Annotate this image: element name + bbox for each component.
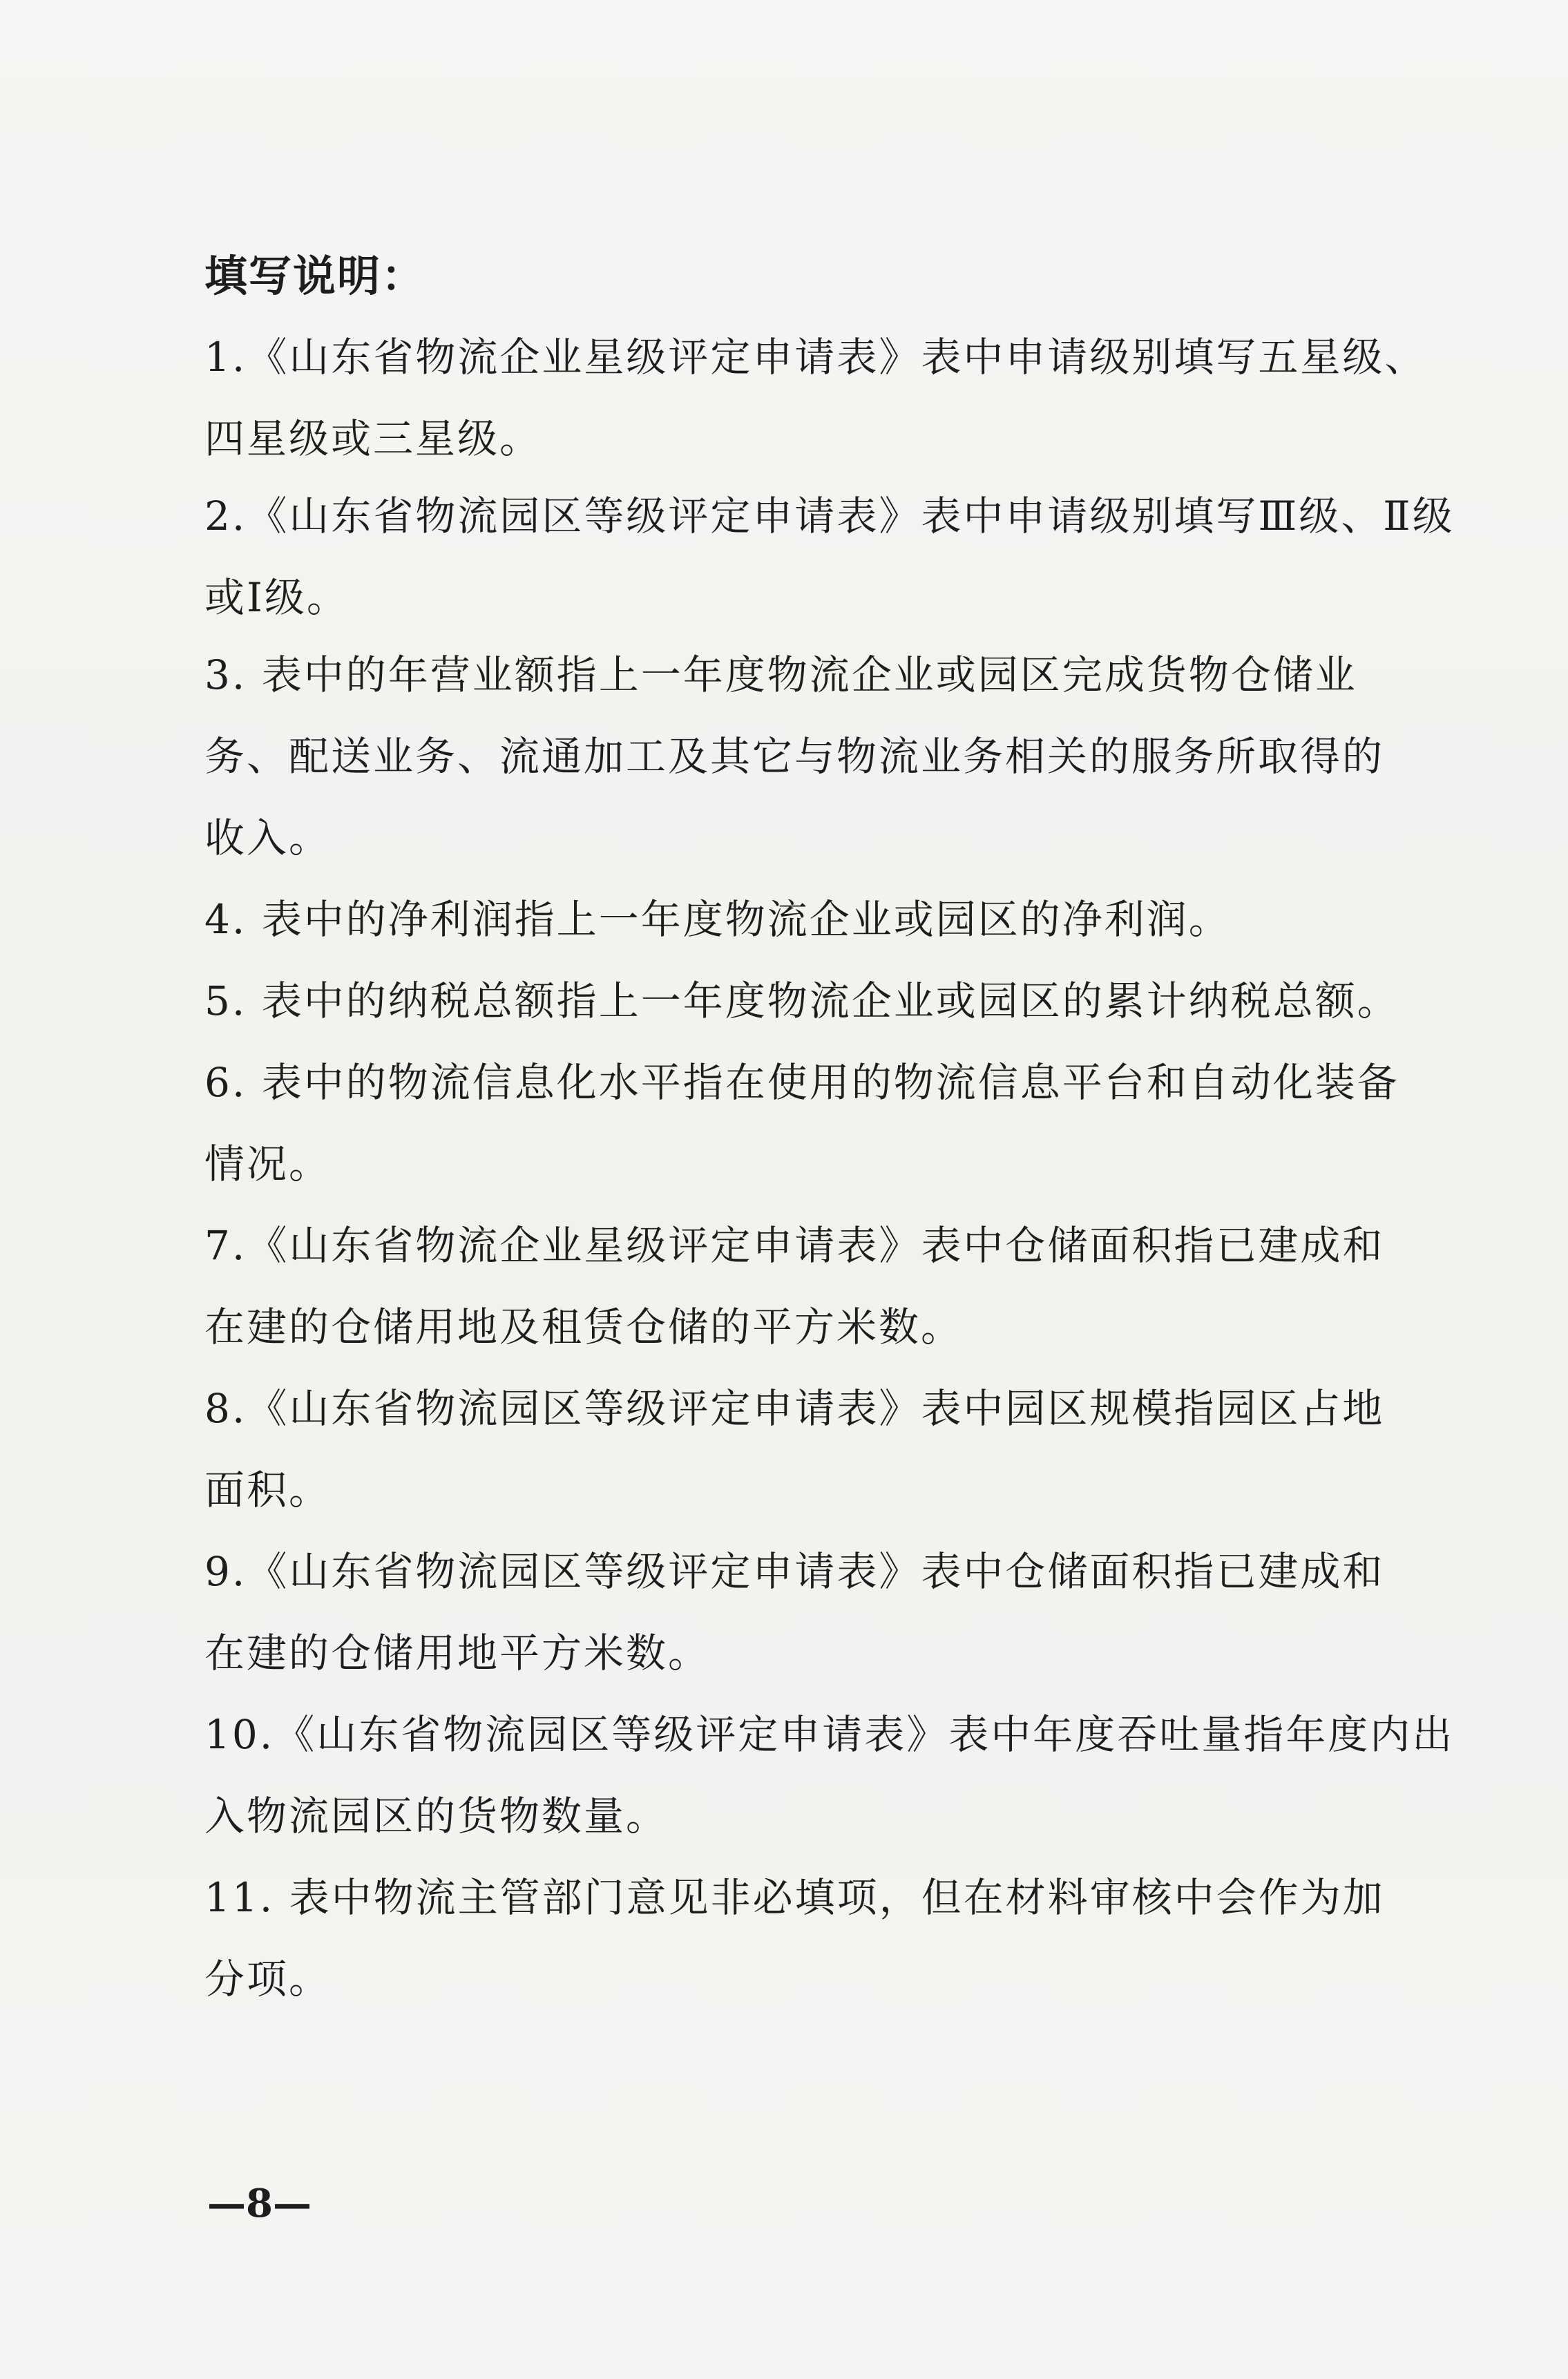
instructions-heading: 填写说明： [204,251,426,301]
instruction-line: 5. 表中的纳税总额指上一年度物流企业或园区的累计纳税总额。 [204,977,1399,1024]
instruction-line: 入物流园区的货物数量。 [204,1793,669,1840]
instruction-item-9 [204,1531,1475,1694]
instruction-item-3 [204,634,1475,879]
instruction-item-7 [204,1205,1475,1368]
instruction-item-11 [204,1857,1475,2020]
instruction-line: 9.《山东省物流园区等级评定申请表》表中仓储面积指已建成和 [204,1548,1385,1595]
instruction-line: 面积。 [204,1466,332,1513]
instruction-line: 4. 表中的净利润指上一年度物流企业或园区的净利润。 [204,896,1231,943]
instruction-line: 11. 表中物流主管部门意见非必填项，但在材料审核中会作为加 [204,1874,1385,1921]
instruction-line: 2.《山东省物流园区等级评定申请表》表中申请级别填写Ⅲ级、Ⅱ级 [204,493,1455,539]
instruction-line: 务、配送业务、流通加工及其它与物流业务相关的服务所取得的 [204,733,1385,780]
page-number: —8— [207,2181,312,2226]
instruction-line: 7.《山东省物流企业星级评定申请表》表中仓储面积指已建成和 [204,1222,1385,1269]
instruction-line: 分项。 [204,1956,332,2003]
instruction-item-1 [204,316,1475,479]
instruction-item-4 [204,879,1475,960]
instruction-line: 四星级或三星级。 [204,415,542,462]
instruction-line: 3. 表中的年营业额指上一年度物流企业或园区完成货物仓储业 [204,651,1357,698]
instruction-line: 或Ⅰ级。 [204,574,349,621]
instruction-line: 收入。 [204,814,332,861]
instruction-item-6 [204,1042,1475,1205]
instruction-line: 1.《山东省物流企业星级评定申请表》表中申请级别填写五星级、 [204,334,1427,381]
instruction-item-8 [204,1368,1475,1531]
instruction-line: 8.《山东省物流园区等级评定申请表》表中园区规模指园区占地 [204,1385,1385,1432]
instruction-item-10 [204,1694,1475,1857]
instruction-item-5 [204,960,1475,1042]
instruction-line: 情况。 [204,1140,332,1187]
instruction-line: 在建的仓储用地及租赁仓储的平方米数。 [204,1303,964,1350]
instruction-line: 在建的仓储用地平方米数。 [204,1630,711,1676]
instruction-line: 10.《山东省物流园区等级评定申请表》表中年度吞吐量指年度内出 [204,1711,1455,1758]
instruction-item-2 [204,475,1475,638]
instruction-line: 6. 表中的物流信息化水平指在使用的物流信息平台和自动化装备 [204,1059,1399,1106]
